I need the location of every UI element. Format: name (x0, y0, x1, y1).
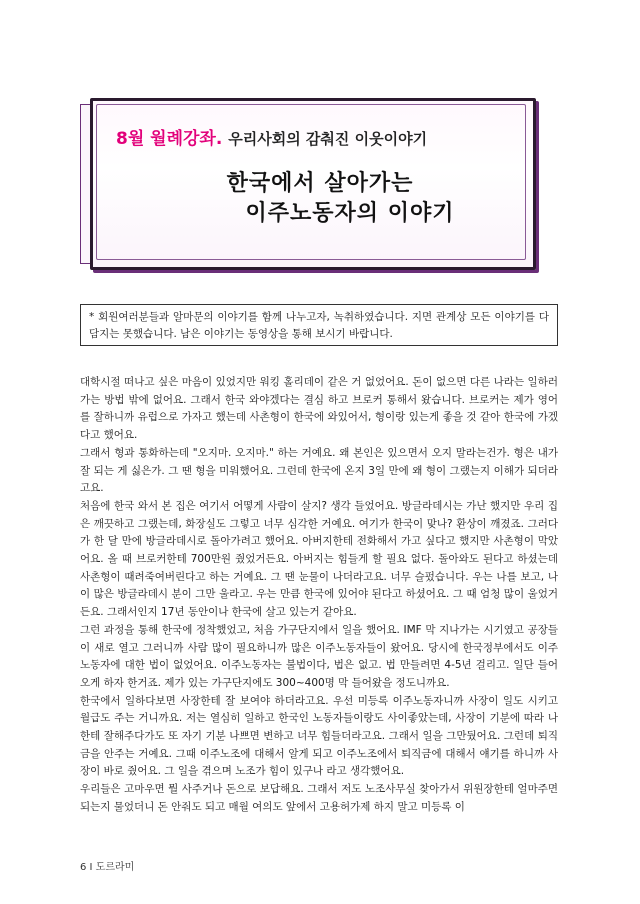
paragraph: 우리들은 고마우면 뭘 사주거나 돈으로 보답해요. 그래서 저도 노조사무실 찾아가서 위원장한테 얼마주면 되는지 물었더니 돈 안줘도 되고 매월 여의도 앞에서 고용허가제 하지 말고 미등록 이 (80, 783, 558, 813)
month-label: 8월 월례강좌. (116, 129, 223, 149)
paragraph: 한국에서 일하다보면 사장한테 잘 보여야 하더라고요. 우선 미등록 이주노동자니까 사장이 일도 시키고 월급도 주는 거니까요. 저는 열심히 일하고 한국인 노동자들이랑도 사이좋았는데, 사장이 기분에 따라 나한테 잘해주다가도 또 자기 기분 나쁘면 변하고 너무 힘들더라고요. 그래서 일을 그만뒀어요. 그런데 퇴직금을 안주는 거예요. 그때 이주노조에 대해서 알게 되고 이주노조에서 퇴직금에 대해서 얘기를 하니까 사장이 바로 줬어요. 그 일을 겪으며 노조가 힘이 있구나 라고 생각했어요. (80, 694, 558, 778)
notice-box: * 회원여러분들과 알마문의 이야기를 함께 나누고자, 녹취하였습니다. 지면 관계상 모든 이야기를 다 담지는 못했습니다. 남은 이야기는 동영상을 통해 보시기 바랍니다. (80, 304, 558, 346)
article-body (80, 374, 558, 817)
main-title-line2: 이주노동자의 이야기 (245, 201, 455, 226)
paragraph: 처음에 한국 와서 본 집은 여기서 어떻게 사람이 살지? 생각 들었어요. 방글라데시는 가난 했지만 우리 집은 깨끗하고 그랬는데, 화장실도 그렇고 너무 심각한 거예요. 여기가 한국이 맞나? 환상이 깨졌죠. 그러다가 한 달 만에 방글라데시로 돌아가려고 했어요. 아버지한테 전화해서 가고 싶다고 했지만 사촌형이 막았어요. 올 때 브로커한테 700만원 줬었거든요. 아버지는 힘들게 할 필요 없다. 돌아와도 된다고 하셨는데 사촌형이 때려죽여버린다고 하는 거예요. 그 땐 눈물이 나더라고요. 너무 슬펐습니다. 우는 나를 보고, 나이 많은 방글라데시 분이 그만 울라고. 우는 만큼 한국에 있어야 된다고 하셨어요. 그 때 엄청 많이 울었거든요. 그래서인지 17년 동안이나 한국에 살고 있는거 같아요. (80, 499, 558, 619)
series-title: 우리사회의 감춰진 이웃이야기 (228, 130, 428, 148)
title-series-line (116, 124, 427, 149)
main-title-line1: 한국에서 살아가는 (226, 171, 414, 196)
paragraph: 그런 과정을 통해 한국에 정착했었고, 처음 가구단지에서 일을 했어요. IMF 막 지나가는 시기였고 공장들이 새로 열고 그러니까 사람 많이 필요하니까 많은 이주노동자들이 왔어요. 당시에 한국정부에서도 이주노동자에 대한 법이 없었어요. 이주노동자는 불법이다, 법은 없고. 법 만들려면 4-5년 걸리고. 일단 들어오게 하자 한거죠. 제가 있는 가구단지에도 300~400명 막 들어왔을 정도니까요. (80, 623, 558, 689)
page-footer: 6 I 도르라미 (80, 862, 135, 873)
paragraph: 그래서 형과 통화하는데 "오지마. 오지마." 하는 거예요. 왜 본인은 있으면서 오지 말라는건가. 형은 내가 잘 되는 게 싫은가. 그 땐 형을 미워했어요. 그런데 한국에 온지 3일 만에 왜 형이 그랬는지 이해가 되더라고요. (80, 446, 558, 495)
paragraph: 대학시절 떠나고 싶은 마음이 있었지만 워킹 홀리데이 같은 거 없었어요. 돈이 없으면 다른 나라는 일하러 가는 방법 밖에 없어요. 그래서 한국 와야겠다는 결심 하고 브로커 통해서 왔습니다. 브로커는 제가 영어를 잘하니까 유럽으로 가자고 했는데 사촌형이 한국에 와있어서, 형이랑 있는게 좋을 것 같아 한국에 가겠다고 했어요. (80, 376, 558, 442)
